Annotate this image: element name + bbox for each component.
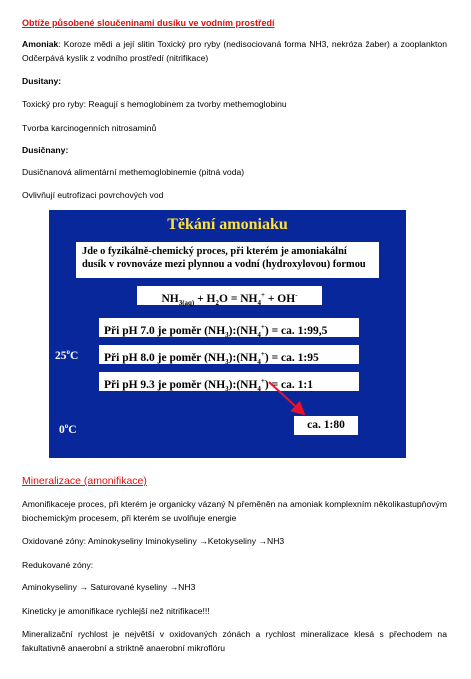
ratio-value: ) = ca. 1:99,5 (264, 324, 328, 337)
eq-sub-4: 4 (257, 299, 261, 308)
ratio-sup: + (260, 377, 265, 385)
ratio-sub: 3 (225, 358, 229, 367)
ratio-value: ) = ca. 1:95 (264, 351, 319, 364)
ratio-text: ):(NH (228, 324, 258, 337)
paragraph-mineralizacni-rychlost: Mineralizační rychlost je největší v oxidovaných zónách a rychlost mineralizace klesá s přechodem na fakultativně anaerobní a striktně anaerobní mikroflóru (22, 629, 447, 653)
temp-0-degree: o (64, 422, 69, 430)
ratio-text: Při pH 9.3 je poměr (NH (104, 378, 226, 391)
dusicnany-label: Dusičnany: (22, 145, 69, 155)
ratio-sub: 3 (225, 331, 229, 340)
ratio-text: ):(NH (228, 351, 258, 364)
ratio-text: ):(NH (228, 378, 258, 391)
amoniak-label: Amoniak (22, 39, 59, 49)
amoniak-text: : Koroze mědi a její slitin Toxický pro ryby (nedisociovaná forma NH3, nekróza žaber) a zooplankton Odčerpává kyslík z vodního prostředí (nitrifikace) (22, 39, 447, 63)
ratio-box-0c (294, 416, 358, 435)
paragraph-aminokyseliny: Aminokyseliny → Saturované kyseliny →NH3 (22, 582, 196, 592)
temp-25-degree: o (66, 348, 70, 356)
paragraph-redukovane-zony: Redukované zóny: (22, 560, 94, 570)
ratio-text: Při pH 8.0 je poměr (NH (104, 351, 226, 364)
section-heading-mineralizace: Mineralizace (amonifikace) (22, 475, 147, 487)
ratio-sup: + (260, 323, 265, 331)
slide-intro-text: Jde o fyzikálně-chemický proces, při kterém je amoniakální dusík v rovnováze mezi plynnou a vodní (hydroxylovou) formou (82, 246, 366, 270)
dusitany-item-2: Tvorba karcinogenních nitrosaminů (22, 123, 157, 133)
temp-25-value: 25 (55, 349, 67, 362)
ratio-sup: + (260, 350, 265, 358)
ratio-sub: 4 (257, 358, 261, 367)
eq-nh3: NH (161, 292, 179, 305)
ratio-sub: 4 (257, 331, 261, 340)
dusicnany-item-1: Dusičnanová alimentární methemoglobinemie (pitná voda) (22, 167, 245, 177)
eq-sub-2: 2 (215, 299, 219, 308)
paragraph-kinetika: Kineticky je amonifikace rychlejší než nitrifikace!!! (22, 606, 210, 616)
temp-0-value: 0 (59, 423, 65, 436)
ratio-text: Při pH 7.0 je poměr (NH (104, 324, 226, 337)
ratio-value: ) = ca. 1:1 (264, 378, 313, 391)
ratio-sub: 4 (257, 385, 261, 394)
slide-title: Těkání amoniaku (167, 216, 288, 233)
dusitany-item-1: Toxický pro ryby: Reagují s hemoglobinem za tvorby methemoglobinu (22, 99, 287, 109)
eq-oh: + OH (265, 292, 296, 305)
section-heading-nitrogen: Obtíže působené sloučeninami dusíku ve vodním prostředí (22, 18, 275, 28)
eq-sup-plus: + (261, 291, 265, 299)
temp-0-unit: C (68, 423, 77, 436)
eq-sub-aq: 3(aq) (178, 299, 195, 308)
dusitany-label: Dusitany: (22, 76, 62, 86)
temp-25-unit: C (70, 349, 79, 362)
paragraph-oxidovane-zony: Oxidované zóny: Aminokyseliny Iminokyseliny →Ketokyseliny →NH3 (22, 536, 285, 546)
paragraph-amonifikace: Amonifikaceje proces, při kterém je organicky vázaný N přeměněn na amoniak komplexním několikastupňovým biochemickým procesem, při kterém se uvolňuje energie (22, 499, 447, 523)
ratio-0c-value: ca. 1:80 (307, 419, 345, 431)
eq-h: + H (194, 292, 216, 305)
eq-o-nh: O = NH (219, 292, 258, 305)
dusicnany-item-2: Ovlivňují eutrofizaci povrchových vod (22, 190, 164, 200)
ratio-sub: 3 (225, 385, 229, 394)
paragraph-amoniak (22, 37, 447, 65)
eq-sup-minus: - (295, 291, 298, 299)
slide-ammonia-volatilization (49, 210, 406, 458)
